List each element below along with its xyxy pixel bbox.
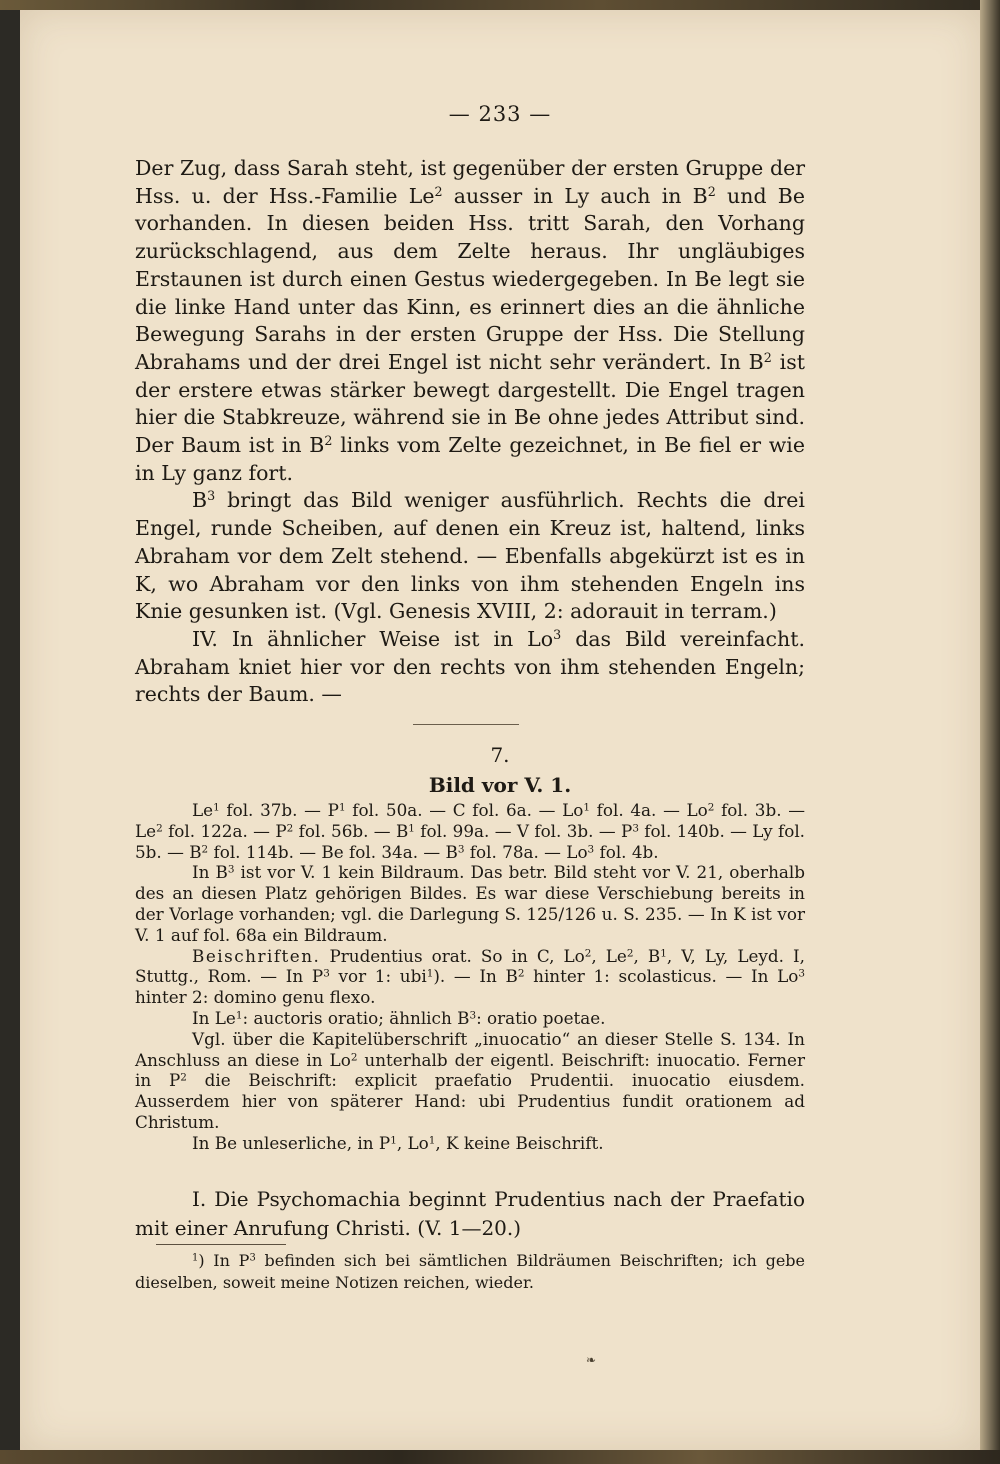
- superscript: 1: [408, 822, 415, 835]
- text-run: ausser in Ly auch in B: [442, 183, 708, 208]
- note-paragraph: [135, 800, 805, 862]
- section-number: 7.: [490, 743, 510, 767]
- text-run: hinter 1: scolasticus. — In Lo: [524, 966, 799, 987]
- superscript: 1: [426, 967, 434, 980]
- footnote-paragraph: [135, 1250, 805, 1294]
- superscript: 3: [207, 488, 216, 504]
- note-paragraph: [135, 1008, 805, 1029]
- text-run: Der Zug, dass Sarah steht, ist gegenüber der ersten Gruppe der Hss. u. der Hss.-Familie Le: [135, 156, 805, 208]
- superscript: 2: [180, 1071, 187, 1084]
- text-run: ist der erstere etwas stärker bewegt dargestellt. Die Engel tragen hier die Stabkreuze, während sie in Be ohne jedes Attribut sind. Der Baum ist in B: [135, 349, 805, 458]
- superscript: 1: [660, 946, 667, 959]
- section-title: Bild vor V. 1.: [428, 773, 572, 797]
- text-run: Vgl. über die Kapitelüberschrift „inuocatio“ an dieser Stelle S. 134. In Anschluss an diese in Lo: [135, 1028, 805, 1070]
- text-run: B: [192, 488, 208, 513]
- superscript: 1: [213, 801, 220, 814]
- text-run: fol. 3b. — Le: [135, 800, 805, 841]
- notes-block: [135, 800, 805, 1154]
- superscript: 2: [201, 842, 209, 855]
- text-run: fol. 50a. — C fol. 6a. — Lo: [345, 800, 584, 820]
- text-run: : auctoris oratio; ähnlich B: [242, 1007, 470, 1028]
- text-run: fol. 99a. — V fol. 3b. — P: [414, 820, 633, 841]
- text-run: vor 1: ubi: [329, 966, 427, 987]
- text-run: In Le: [192, 1007, 236, 1028]
- text-run: , B: [633, 945, 661, 966]
- page-number: — 233 —: [448, 102, 552, 126]
- superscript: 2: [707, 183, 716, 199]
- superscript: 1: [390, 1134, 397, 1147]
- conclusion-text: [135, 1185, 805, 1243]
- text-run: , Le: [591, 945, 627, 966]
- text-run: fol. 78a. — Lo: [464, 841, 588, 862]
- text-run: In B: [192, 862, 228, 883]
- note-paragraph: [135, 1029, 805, 1133]
- text-run: fol. 56b. — B: [293, 820, 409, 841]
- paragraph: [135, 487, 805, 626]
- superscript: 1: [235, 1009, 243, 1022]
- text-run: Prudentius orat. So in C, Lo: [320, 945, 585, 966]
- text-run: fol. 140b. — Ly fol. 5b. — B: [135, 820, 806, 862]
- footnote: [135, 1250, 805, 1294]
- text-run: , K keine Beischrift.: [435, 1132, 604, 1153]
- note-paragraph: [135, 862, 805, 945]
- text-run: unterhalb der eigentl. Beischrift: inuocatio. Ferner in P: [135, 1049, 805, 1091]
- text-run: Le: [192, 800, 214, 820]
- print-mark: ❧: [586, 1353, 597, 1367]
- superscript: 1: [338, 801, 346, 814]
- superscript: 3: [798, 967, 806, 980]
- note-paragraph: [135, 946, 805, 1008]
- text-run: links vom Zelte gezeichnet, in Be fiel er wie in Ly ganz fort.: [135, 433, 805, 485]
- text-run: befinden sich bei sämtlichen Bildräumen Beischriften; ich gebe dieselben, soweit meine Notizen reichen, wieder.: [135, 1251, 806, 1292]
- text-run: und Be vorhanden. In diesen beiden Hss. tritt Sarah, den Vorhang zurückschlagend, aus dem Zelte heraus. Ihr ungläubiges Erstaunen ist durch einen Gestus wiedergegeben. In Be legt sie die linke Hand unter das Kinn, es erinnert dies an die ähnliche Bewegung Sarahs in der ersten Gruppe der Hss. Die Stellung Abrahams und der drei Engel ist nicht sehr verändert. In B: [135, 183, 805, 374]
- book-edge-bottom: [0, 1450, 1000, 1464]
- superscript: 2: [286, 822, 294, 835]
- superscript: 3: [249, 1252, 256, 1264]
- superscript: 2: [763, 349, 772, 365]
- main-text: [135, 155, 805, 709]
- superscript: 3: [632, 822, 639, 835]
- superscript: 3: [469, 1009, 477, 1022]
- text-run: , V, Ly, Leyd. I, Stuttg., Rom. — In P: [135, 945, 805, 987]
- paragraph: [135, 626, 805, 709]
- superscript: 3: [227, 863, 235, 876]
- superscript: 1: [428, 1134, 436, 1147]
- text-run: fol. 122a. — P: [162, 820, 287, 841]
- superscript: 2: [517, 967, 525, 980]
- text-run: ). — In B: [433, 966, 518, 987]
- superscript: 2: [584, 946, 592, 959]
- text-run: ist vor V. 1 kein Bildraum. Das betr. Bild steht vor V. 21, oberhalb des an diesen Platz gehörigen Bildes. Es war diese Verschiebung bereits in der Vorlage vorhanden; vgl. die Darlegung S. 125/126 u. S. 235. — In K ist vor V. 1 auf fol. 68a ein Bildraum.: [135, 862, 806, 945]
- superscript: 2: [350, 1050, 358, 1063]
- text-run: In Be unleserliche, in P: [192, 1132, 391, 1153]
- superscript: 2: [707, 801, 715, 814]
- text-run: IV. In ähnlicher Weise ist in Lo: [192, 626, 554, 651]
- superscript: 2: [324, 433, 333, 449]
- superscript: 2: [156, 822, 163, 835]
- paragraph: [135, 155, 805, 487]
- footnote-divider: [156, 1244, 286, 1245]
- text-run: die Beischrift: explicit praefatio Prudentii. inuocatio eiusdem. Ausserdem hier von späterer Hand: ubi Prudentius fundit orationem ad Christum.: [135, 1070, 805, 1132]
- section-divider: [413, 724, 519, 725]
- text-run: fol. 4b.: [594, 841, 659, 862]
- superscript: 3: [553, 626, 562, 642]
- superscript: 3: [323, 967, 330, 980]
- text-run: das Bild vereinfacht. Abraham kniet hier vor den rechts von ihm stehenden Engeln; rechts der Baum. —: [135, 626, 805, 707]
- superscript: 2: [626, 946, 634, 959]
- superscript: 1: [583, 801, 590, 814]
- superscript: 1: [192, 1252, 199, 1264]
- superscript: 2: [434, 183, 443, 199]
- text-run: fol. 114b. — Be fol. 34a. — B: [208, 841, 458, 862]
- book-edge-right: [980, 0, 1000, 1464]
- superscript: 3: [587, 842, 595, 855]
- text-run: ) In P: [198, 1251, 250, 1270]
- text-run: Beischriften.: [192, 945, 321, 966]
- page: [20, 10, 980, 1450]
- text-run: hinter 2: domino genu flexo.: [135, 987, 376, 1008]
- text-run: , Lo: [396, 1132, 429, 1153]
- note-paragraph: [135, 1133, 805, 1154]
- text-run: fol. 37b. — P: [219, 800, 339, 820]
- book-edge-top: [0, 0, 1000, 10]
- text-run: bringt das Bild weniger ausführlich. Rechts die drei Engel, runde Scheiben, auf denen ein Kreuz ist, haltend, links Abraham vor dem Zelt stehend. — Ebenfalls abgekürzt ist es in K, wo Abraham vor den links von ihm stehenden Engeln ins Knie gesunken ist. (Vgl. Genesis XVIII, 2: adorauit in terram.): [135, 488, 805, 624]
- conclusion-paragraph: I. Die Psychomachia beginnt Prudentius nach der Praefatio mit einer Anrufung Christi. (V. 1—20.): [135, 1187, 805, 1240]
- superscript: 3: [457, 842, 465, 855]
- text-run: : oratio poetae.: [476, 1007, 606, 1028]
- text-run: fol. 4a. — Lo: [590, 800, 708, 820]
